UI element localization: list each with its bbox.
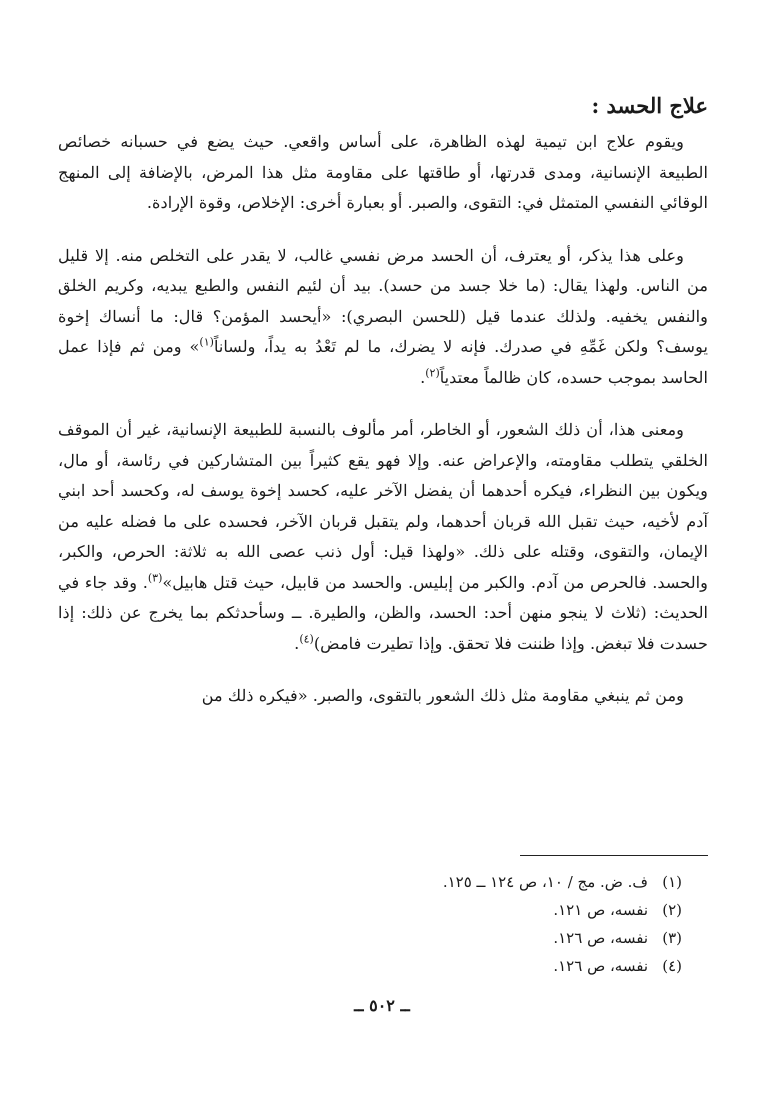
- paragraph-3: [58, 415, 708, 659]
- footnote-text: نفسه، ص ١٢١.: [553, 901, 648, 919]
- footnote-separator: [520, 855, 708, 856]
- page-body: [58, 92, 708, 734]
- paragraph-text: ومعنى هذا، أن ذلك الشعور، أو الخاطر، أمر مألوف بالنسبة للطبيعة الإنسانية، غير أن الموقف الخلقي يتطلب مقاومته، والإعراض عنه. وإلا فهو يقع كثيراً بين المتشاركين في رئاسة، أو مال، ويكون بين النظراء، فيكره أحدهما أن يفضل الآخر عليه، كحسد إخوة يوسف له، وكحسد أحد ابني آدم لأخيه، حيث تقبل الله قربان أحدهما، ولم يتقبل قربان الآخر، فحسده على ما فضله عليه من الإيمان، والتقوى، وقتله على ذلك. «ولهذا قيل: أول ذنب عصى الله به ثلاثة: الحرص، والكبر، والحسد. فالحرص من آدم. والكبر من إبليس. والحسد من قابيل، حيث قتل هابيل»: [58, 420, 708, 592]
- paragraph-text: .: [420, 367, 426, 387]
- paragraph-text: . وقد جاء في الحديث: (ثلاث لا ينجو منهن أحد: الحسد، والظن، والطيرة. ــ وسأحدثكم بما يخرج عن ذلك: إذا حسدت فلا تبغض. وإذا ظننت فلا تحقق. وإذا تطيرت فامض): [58, 572, 708, 653]
- paragraph-text: وعلى هذا يذكر، أو يعترف، أن الحسد مرض نفسي غالب، لا يقدر على التخلص منه. إلا قليل من الناس. ولهذا يقال: (ما خلا جسد من حسد). بيد أن لئيم النفس والطبع يبديه، وكريم الخلق والنفس يخفيه. ولذلك عندما قيل (للحسن البصري): «أيحسد المؤمن؟ قال: ما أنساك إخوة يوسف؟ ولكن غَمِّهِ في صدرك. فإنه لا يضرك، ما لم تَعْدُ به يداً، ولساناً: [58, 245, 708, 357]
- paragraph-2: [58, 241, 708, 394]
- paragraph-4: [58, 681, 708, 712]
- footnote-item: [122, 952, 682, 980]
- footnote-ref: (٣): [147, 571, 163, 585]
- paragraph-text: ويقوم علاج ابن تيمية لهذه الظاهرة، على أساس واقعي. حيث يضع في حسبانه خصائص الطبيعة الإنسانية، ومدى قدرتها، أو طاقتها على مقاومة مثل هذا المرض، بالإضافة إلى المنهج الوقائي النفسي المتمثل في: التقوى، والصبر. أو بعبارة أخرى: الإخلاص، وقوة الإرادة.: [58, 132, 708, 213]
- footnote-item: [122, 924, 682, 952]
- paragraph-1: [58, 127, 708, 219]
- footnote-number: (٣): [662, 929, 682, 947]
- paragraph-text: .: [294, 633, 300, 653]
- footnote-text: نفسه، ص ١٢٦.: [553, 929, 648, 947]
- footnote-number: (٢): [662, 901, 682, 919]
- page-number: ــ ٥٠٢ ــ: [354, 996, 410, 1015]
- footnotes-list: [122, 868, 682, 980]
- section-heading: علاج الحسد :: [591, 93, 708, 118]
- paragraph-text: » ومن ثم فإذا عمل الحاسد بموجب حسده، كان ظالماً معتدياً: [58, 337, 708, 387]
- footnote-text: نفسه، ص ١٢٦.: [553, 957, 648, 975]
- footnote-ref: (٢): [425, 366, 440, 380]
- paragraph-text: ومن ثم ينبغي مقاومة مثل ذلك الشعور بالتقوى، والصبر. «فيكره ذلك من: [201, 686, 684, 706]
- footnote-ref: (٤): [299, 632, 314, 646]
- footnote-number: (٤): [662, 957, 682, 975]
- footnote-text: ف. ض. مج / ١٠، ص ١٢٤ ــ ١٢٥.: [442, 873, 648, 891]
- footnote-ref: (١): [199, 335, 214, 349]
- footnote-item: [122, 868, 682, 896]
- footnote-number: (١): [662, 873, 682, 891]
- footnote-item: [122, 896, 682, 924]
